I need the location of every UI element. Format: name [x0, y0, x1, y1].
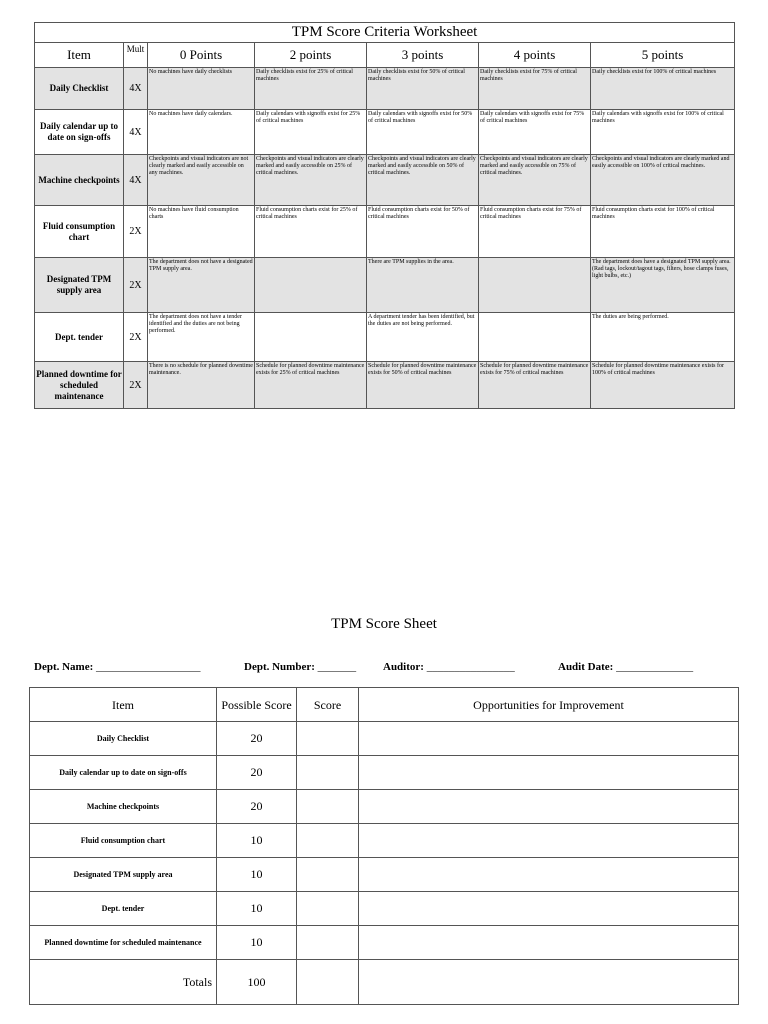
criteria-worksheet-table [34, 22, 735, 409]
criteria-mult: 2X [124, 313, 148, 362]
criteria-cell: Checkpoints and visual indicators are clearly marked and easily accessible on 75% of critical machines. [479, 155, 591, 206]
dept-number-label: Dept. Number: [244, 661, 315, 673]
score-item: Machine checkpoints [30, 790, 217, 824]
criteria-cell: Checkpoints and visual indicators are not clearly marked and easily accessible on any machines. [148, 155, 255, 206]
criteria-cell: Checkpoints and visual indicators are clearly marked and easily accessible on 50% of critical machines. [367, 155, 479, 206]
possible-score: 10 [217, 892, 297, 926]
criteria-row [35, 313, 735, 362]
audit-date-label: Audit Date: [558, 661, 614, 673]
score-input-cell[interactable] [297, 790, 359, 824]
criteria-item: Fluid consumption chart [35, 206, 124, 258]
criteria-cell: The department does not have a designated TPM supply area. [148, 258, 255, 313]
criteria-mult: 4X [124, 110, 148, 155]
criteria-cell: Fluid consumption charts exist for 50% of critical machines [367, 206, 479, 258]
criteria-cell: Daily calendars with signoffs exist for 50% of critical machines [367, 110, 479, 155]
dept-number-field[interactable] [244, 661, 356, 673]
col-header-3-points: 3 points [367, 43, 479, 68]
col-header-0-points: 0 Points [148, 43, 255, 68]
possible-score: 10 [217, 824, 297, 858]
improvement-input-cell[interactable] [359, 892, 739, 926]
score-input-cell[interactable] [297, 858, 359, 892]
criteria-cell: Daily checklists exist for 50% of critical machines [367, 68, 479, 110]
criteria-mult: 4X [124, 68, 148, 110]
totals-possible: 100 [217, 960, 297, 1005]
score-header-possible: Possible Score [217, 688, 297, 722]
score-header-score: Score [297, 688, 359, 722]
criteria-cell: There are TPM supplies in the area. [367, 258, 479, 313]
criteria-cell: Fluid consumption charts exist for 100% of critical machines [591, 206, 735, 258]
score-item: Fluid consumption chart [30, 824, 217, 858]
criteria-cell: Daily checklists exist for 25% of critical machines [255, 68, 367, 110]
score-row [30, 790, 739, 824]
col-header-item: Item [35, 43, 124, 68]
improvement-input-cell[interactable] [359, 790, 739, 824]
criteria-cell: There is no schedule for planned downtime maintenance. [148, 362, 255, 409]
criteria-item: Daily calendar up to date on sign-offs [35, 110, 124, 155]
auditor-field[interactable] [383, 661, 515, 673]
criteria-cell: Daily checklists exist for 100% of critical machines [591, 68, 735, 110]
criteria-mult: 2X [124, 362, 148, 409]
score-input-cell[interactable] [297, 756, 359, 790]
totals-label: Totals [30, 960, 217, 1005]
criteria-cell: Fluid consumption charts exist for 75% of critical machines [479, 206, 591, 258]
criteria-row [35, 206, 735, 258]
criteria-row [35, 258, 735, 313]
criteria-cell: No machines have daily checklists [148, 68, 255, 110]
score-row [30, 722, 739, 756]
score-sheet-table [29, 687, 739, 1005]
possible-score: 20 [217, 790, 297, 824]
possible-score: 20 [217, 756, 297, 790]
auditor-blank[interactable]: ________________ [426, 661, 515, 673]
totals-improvement-cell[interactable] [359, 960, 739, 1005]
criteria-cell: No machines have fluid consumption charts [148, 206, 255, 258]
criteria-item: Dept. tender [35, 313, 124, 362]
score-sheet-title: TPM Score Sheet [331, 616, 437, 632]
criteria-row [35, 155, 735, 206]
possible-score: 10 [217, 926, 297, 960]
criteria-mult: 2X [124, 206, 148, 258]
criteria-cell: Checkpoints and visual indicators are clearly marked and easily accessible on 100% of critical machines. [591, 155, 735, 206]
criteria-cell: No machines have daily calendars. [148, 110, 255, 155]
totals-score-cell[interactable] [297, 960, 359, 1005]
criteria-item: Daily Checklist [35, 68, 124, 110]
score-header-opportunities: Opportunities for Improvement [359, 688, 739, 722]
dept-number-blank[interactable]: _______ [317, 661, 357, 673]
possible-score: 10 [217, 858, 297, 892]
criteria-cell: Schedule for planned downtime maintenance exists for 25% of critical machines [255, 362, 367, 409]
criteria-cell [479, 313, 591, 362]
col-header-5-points: 5 points [591, 43, 735, 68]
audit-date-field[interactable] [558, 661, 693, 673]
criteria-cell: The duties are being performed. [591, 313, 735, 362]
totals-row [30, 960, 739, 1005]
criteria-cell: Checkpoints and visual indicators are clearly marked and easily accessible on 25% of critical machines. [255, 155, 367, 206]
criteria-cell: A department tender has been identified, but the duties are not being performed. [367, 313, 479, 362]
criteria-cell [255, 258, 367, 313]
criteria-cell: The department does not have a tender identified and the duties are not being performed. [148, 313, 255, 362]
criteria-item: Planned downtime for scheduled maintenance [35, 362, 124, 409]
possible-score: 20 [217, 722, 297, 756]
dept-name-blank[interactable]: ___________________ [96, 661, 201, 673]
score-item: Designated TPM supply area [30, 858, 217, 892]
auditor-label: Auditor: [383, 661, 424, 673]
score-row [30, 892, 739, 926]
criteria-item: Designated TPM supply area [35, 258, 124, 313]
criteria-title: TPM Score Criteria Worksheet [35, 23, 735, 43]
col-header-4-points: 4 points [479, 43, 591, 68]
col-header-mult: Mult [124, 43, 148, 68]
improvement-input-cell[interactable] [359, 722, 739, 756]
criteria-cell: Fluid consumption charts exist for 25% of critical machines [255, 206, 367, 258]
criteria-cell: Schedule for planned downtime maintenance exists for 75% of critical machines [479, 362, 591, 409]
score-item: Daily Checklist [30, 722, 217, 756]
dept-name-field[interactable] [34, 661, 201, 673]
criteria-cell: Schedule for planned downtime maintenance exists for 50% of critical machines [367, 362, 479, 409]
improvement-input-cell[interactable] [359, 926, 739, 960]
score-item: Planned downtime for scheduled maintenance [30, 926, 217, 960]
score-input-cell[interactable] [297, 892, 359, 926]
improvement-input-cell[interactable] [359, 824, 739, 858]
criteria-cell: The department does have a designated TPM supply area. (Rad tags, lockout/tagout tags, filters, hose clamps fuses, light bulbs, etc.) [591, 258, 735, 313]
criteria-cell: Daily calendars with signoffs exist for 25% of critical machines [255, 110, 367, 155]
improvement-input-cell[interactable] [359, 858, 739, 892]
score-row [30, 858, 739, 892]
score-input-cell[interactable] [297, 824, 359, 858]
col-header-2-points: 2 points [255, 43, 367, 68]
criteria-item: Machine checkpoints [35, 155, 124, 206]
criteria-row [35, 68, 735, 110]
criteria-cell: Daily checklists exist for 75% of critical machines [479, 68, 591, 110]
criteria-row [35, 110, 735, 155]
audit-date-blank[interactable]: ______________ [616, 661, 694, 673]
score-row [30, 824, 739, 858]
criteria-cell: Daily calendars with signoffs exist for 100% of critical machines [591, 110, 735, 155]
criteria-mult: 2X [124, 258, 148, 313]
score-row [30, 926, 739, 960]
criteria-cell: Daily calendars with signoffs exist for 75% of critical machines [479, 110, 591, 155]
dept-name-label: Dept. Name: [34, 661, 94, 673]
criteria-cell: Schedule for planned downtime maintenance exists for 100% of critical machines [591, 362, 735, 409]
score-item: Daily calendar up to date on sign-offs [30, 756, 217, 790]
criteria-mult: 4X [124, 155, 148, 206]
improvement-input-cell[interactable] [359, 756, 739, 790]
score-input-cell[interactable] [297, 926, 359, 960]
score-item: Dept. tender [30, 892, 217, 926]
criteria-cell [255, 313, 367, 362]
score-row [30, 756, 739, 790]
criteria-row [35, 362, 735, 409]
score-input-cell[interactable] [297, 722, 359, 756]
score-header-item: Item [30, 688, 217, 722]
criteria-cell [479, 258, 591, 313]
